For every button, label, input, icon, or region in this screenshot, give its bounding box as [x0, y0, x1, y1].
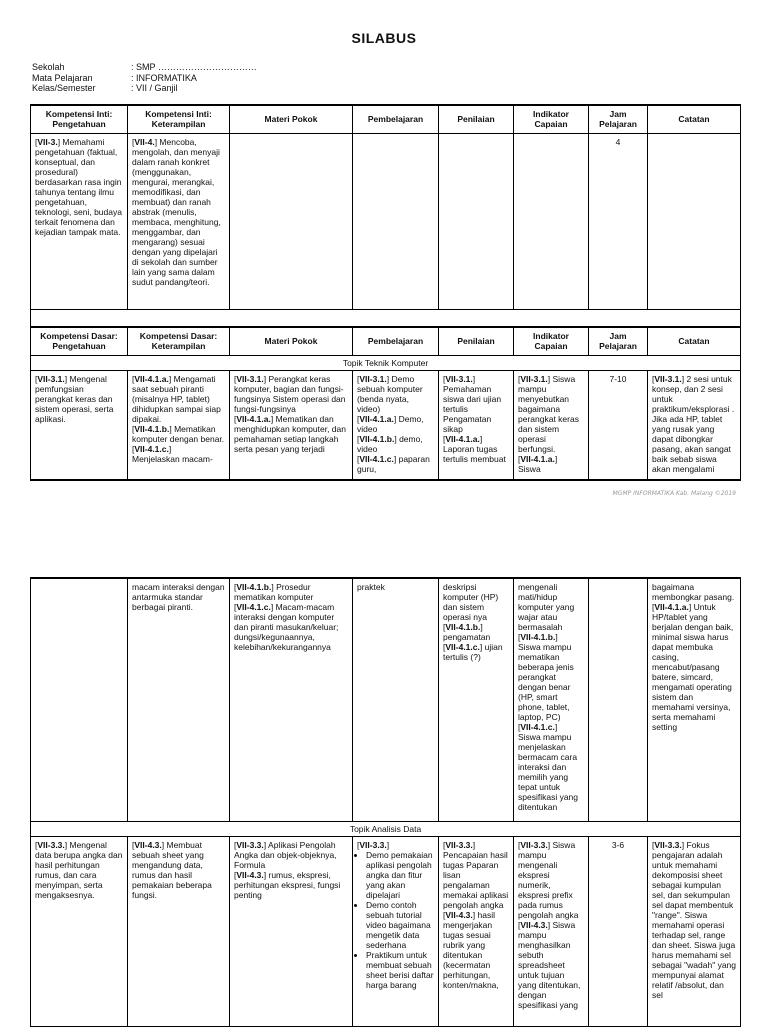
info-label: Kelas/Semester — [32, 83, 96, 93]
header-indikator: Indikator Capaian — [514, 105, 589, 133]
list-item: • Praktikum untuk membuat sebuah sheet berisi daftar harga barang — [366, 950, 434, 990]
header-indikator: Indikator Capaian — [514, 327, 589, 355]
list-item: • Demo pemakaian aplikasi pengolah angka dan fitur yang akan dipelajari — [366, 850, 434, 900]
header-jam: Jam Pelajaran — [589, 327, 648, 355]
syllabus-table-page-1 — [30, 104, 741, 481]
page-footer: MGMP INFORMATIKA Kab. Malang ©2019 — [612, 490, 736, 497]
penilaian-cell: deskripsi komputer (HP) dan sistem operasi nya [VII-4.1.b.] pengamatan [VII-4.1.c.] ujian tertulis (?) — [439, 578, 514, 821]
kd-pengetahuan-cell: [VII-3.1.] Mengenal pemfungsian perangkat keras dan sistem operasi, serta aplikasi. — [31, 370, 128, 480]
header-ki-keterampilan: Kompetensi Inti: Keterampilan — [128, 105, 230, 133]
kd-keterampilan-cell: [VII-4.1.a.] Mengamati saat sebuah piranti (misalnya HP, tablet) dihidupkan sampai siap dipakai. [VII-4.1.b.] Mematikan komputer dengan benar. [VII-4.1.c.] Menjelaskan macam- — [128, 370, 230, 480]
jam-cell: 7-10 — [589, 370, 648, 480]
pembelajaran-cell: praktek — [353, 578, 439, 821]
catatan-cell: bagaimana membongkar pasang. [VII-4.1.a.] Untuk HP/tablet yang berjalan dengan baik, minimal siswa harus dapat membuka casing, mencabut/pasang batere, simcard, mengamati operating sistem dan memahami versinya, serta memahami setting — [648, 578, 741, 821]
topic-teknik-komputer: Topik Teknik Komputer — [31, 355, 741, 370]
jam-cell: 3-6 — [589, 836, 648, 1026]
materi-pokok-cell: [VII-3.1.] Perangkat keras komputer, bagian dan fungsi-fungsinya Sistem operasi dan fungsi-fungsinya [VII-4.1.a.] Mematikan dan menghidupkan komputer, dan pemahaman setiap langkah serta pesan yang terjadi — [230, 370, 353, 480]
ki-pengetahuan-cell: [VII-3.] Memahami pengetahuan (faktual, konseptual, dan prosedural) berdasarkan rasa ingin tahunya tentang ilmu pengetahuan, teknologi, seni, budaya terkait fenomena dan kejadian tampak mata. — [31, 133, 128, 309]
list-item: • Demo contoh sebuah tutorial video bagaimana mengetik data sederhana — [366, 900, 434, 950]
kd-pengetahuan-cell: [VII-3.3.] Mengenal data berupa angka dan hasil perhitungan rumus, dan cara menyimpan, serta mengaksesnya. — [31, 836, 128, 1026]
header-penilaian: Penilaian — [439, 105, 514, 133]
header-pembelajaran: Pembelajaran — [353, 327, 439, 355]
header-materi-pokok: Materi Pokok — [230, 327, 353, 355]
kd-row-teknik-komputer-continued — [31, 578, 741, 821]
pembelajaran-cell: [VII-3.1.] Demo sebuah komputer (benda nyata, video) [VII-4.1.a.] Demo, video [VII-4.1.b.] demo, video [VII-4.1.c.] paparan guru, — [353, 370, 439, 480]
header-kd-pengetahuan: Kompetensi Dasar: Pengetahuan — [31, 327, 128, 355]
ki-jam-cell: 4 — [589, 133, 648, 309]
penilaian-cell: [VII-3.1.] Pemahaman siswa dari ujian tertulis Pengamatan sikap [VII-4.1.a.] Laporan tugas tertulis membuat — [439, 370, 514, 480]
header-kd-keterampilan: Kompetensi Dasar: Keterampilan — [128, 327, 230, 355]
kd-row-teknik-komputer — [31, 370, 741, 480]
topic-analisis-data: Topik Analisis Data — [31, 821, 741, 836]
info-label: Mata Pelajaran — [32, 72, 93, 83]
info-value: : SMP …………………………… — [131, 62, 257, 72]
indikator-cell: [VII-3.3.] Siswa mampu mengenali ekspresi numerik, ekspresi prefix pada rumus pengolah angka [VII-4.3.] Siswa mampu menghasilkan sebuth spreadsheet untuk tujuan yang ditentukan, dengan spesifikasi yang — [514, 836, 589, 1026]
header-materi-pokok: Materi Pokok — [230, 105, 353, 133]
penilaian-cell: [VII-3.3.] Pencapaian hasil tugas Paparan lisan pengalaman memakai aplikasi pengolah angka [VII-4.3.] hasil mengerjakan tugas sesuai rubrik yang ditentukan (kecermatan perhitungan, konten/makna, — [439, 836, 514, 1026]
header-catatan: Catatan — [648, 105, 741, 133]
header-jam: Jam Pelajaran — [589, 105, 648, 133]
kd-keterampilan-cell: macam interaksi dengan antarmuka standar berbagai piranti. — [128, 578, 230, 821]
header-catatan: Catatan — [648, 327, 741, 355]
info-value: : VII / Ganjil — [131, 83, 178, 93]
info-value: : INFORMATIKA — [131, 72, 197, 83]
document-title: SILABUS — [351, 30, 417, 46]
ki-keterampilan-cell: [VII-4.] Mencoba, mengolah, dan menyaji dalam ranah konkret (menggunakan, mengurai, merangkai, memodifikasi, dan membuat) dan ranah abstrak (menulis, membaca, menghitung, menggambar, dan mengarang) sesuai dengan yang dipelajari di sekolah dan sumber lain yang sama dalam sudut pandang/teori. — [128, 133, 230, 309]
ki-row — [31, 133, 741, 309]
indikator-cell: [VII-3.1.] Siswa mampu menyebutkan bagaimana perangkat keras dan sistem operasi berfungsi. [VII-4.1.a.] Siswa — [514, 370, 589, 480]
materi-pokok-cell: [VII-4.1.b.] Prosedur mematikan komputer [VII-4.1.c.] Macam-macam interaksi dengan komputer dan piranti masukan/keluar; dungsi/kegunaannya, kelebihan/kekurangannya — [230, 578, 353, 821]
info-label: Sekolah — [32, 62, 65, 72]
indikator-cell: mengenali mati/hidup komputer yang wajar atau bermasalah [VII-4.1.b.] Siswa mampu mematikan beberapa jenis perangkat dengan benar (HP, smart phone, tablet, laptop, PC) [VII-4.1.c.] Siswa mampu menjelaskan bermacam cara interaksi dan memilih yang tepat untuk spesifikasi yang ditentukan — [514, 578, 589, 821]
pembelajaran-list — [357, 850, 434, 990]
kd-keterampilan-cell: [VII-4.3.] Membuat sebuah sheet yang mengandung data, rumus dan hasil pemakaian beberapa fungsi. — [128, 836, 230, 1026]
info-block — [32, 62, 257, 94]
header-pembelajaran: Pembelajaran — [353, 105, 439, 133]
materi-pokok-cell: [VII-3.3.] Aplikasi Pengolah Angka dan objek-objeknya, Formula [VII-4.3.] rumus, ekspresi, perhitungan ekspresi, fungsi penting — [230, 836, 353, 1026]
catatan-cell: [VII-3.1.] 2 sesi untuk konsep, dan 2 sesi untuk praktikum/eksplorasi . Jika ada HP, tablet yang rusak yang dapat dibongkar pasang, akan sangat baik sebab siswa akan mengalami — [648, 370, 741, 480]
header-ki-pengetahuan: Kompetensi Inti: Pengetahuan — [31, 105, 128, 133]
header-penilaian: Penilaian — [439, 327, 514, 355]
pembelajaran-cell: [VII-3.3.] • Demo pemakaian aplikasi pengolah angka dan fitur yang akan dipelajari • Demo contoh sebuah tutorial video bagaimana mengetik data sederhana • Praktikum untuk membuat sebuah sheet berisi daftar harga barang — [353, 836, 439, 1026]
catatan-cell: [VII-3.3.] Fokus pengajaran adalah untuk memahami dekomposisi sheet sebagai kumpulan sel, dan sekumpulan sel dapat membentuk "range". Siswa memahami operasi terhadap sel, range dan sheet. Siswa juga harus memahami sel sebagai "wadah" yang mempunyai alamat relatif /absolut, dan sel — [648, 836, 741, 1026]
kd-row-analisis-data — [31, 836, 741, 1026]
syllabus-table-page-2 — [30, 577, 741, 1027]
